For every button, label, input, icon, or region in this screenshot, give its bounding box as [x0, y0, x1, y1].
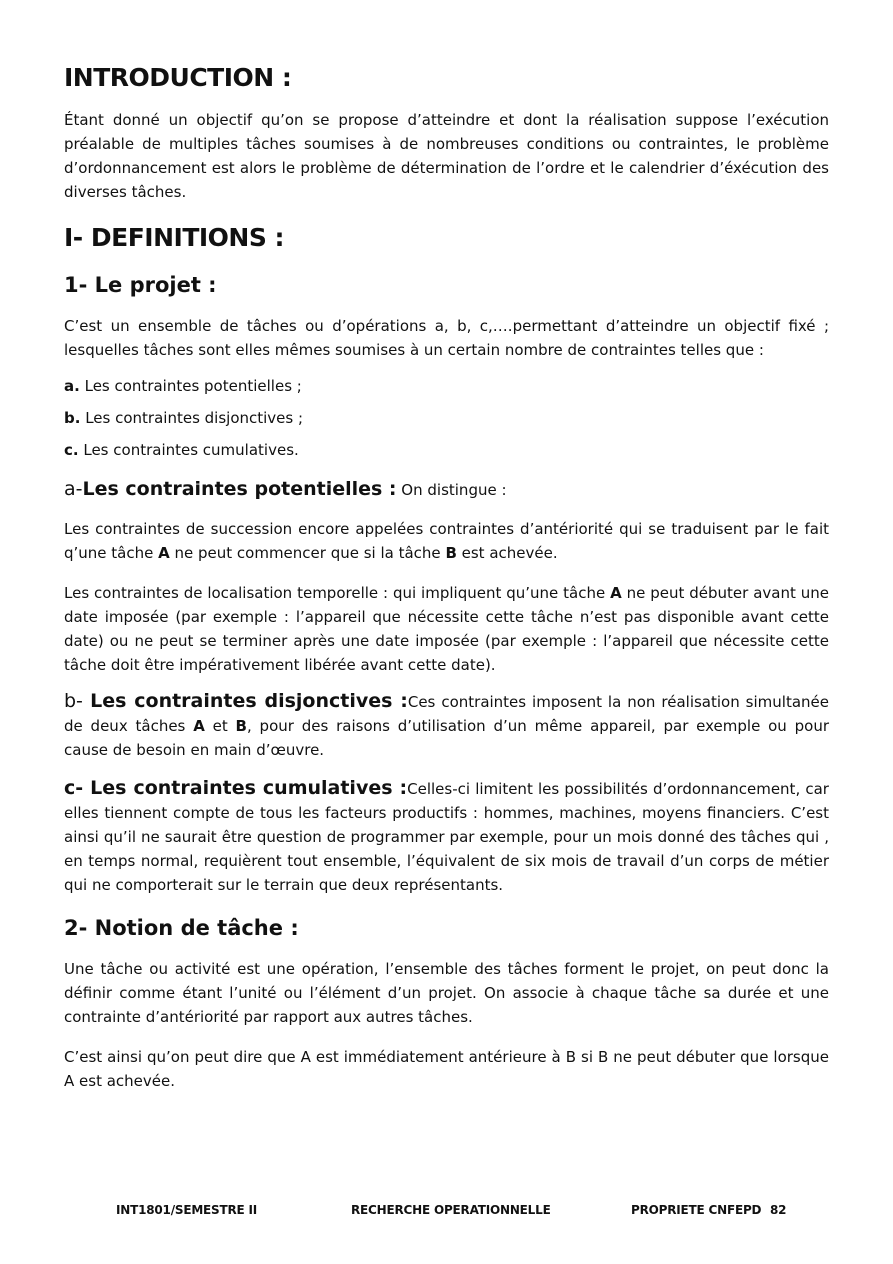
footer-course-code: INT1801/SEMESTRE II: [116, 1203, 258, 1217]
page-number: 82: [770, 1203, 787, 1217]
footer-course-title: RECHERCHE OPERATIONNELLE: [351, 1203, 551, 1217]
document-page: [64, 58, 829, 1093]
list-item: b. Les contraintes disjonctives ;: [64, 409, 304, 427]
list-item: a. Les contraintes potentielles ;: [64, 377, 302, 395]
localisation-paragraph: Les contraintes de localisation temporelle : qui impliquent qu’une tâche A ne peut débuter avant une date imposée (par exemple : l’appareil que nécessite cette tâche n’est pas disponible avant cette date) ou ne peut se terminer après une date imposée (par exemple : l’appareil que nécessite cette tâche doit être impérativement libérée avant cette date).: [64, 584, 829, 674]
definitions-heading: I- DEFINITIONS :: [64, 223, 285, 252]
intro-paragraph: Étant donné un objectif qu’on se propose d’atteindre et dont la réalisation suppose l’exécution préalable de multiples tâches soumises à de nombreuses conditions ou contraintes, le problème d’ordonnancement est alors le problème de détermination de l’ordre et le calendrier d’éxécution des diverses tâches.: [64, 111, 829, 201]
projet-paragraph: C’est un ensemble de tâches ou d’opérations a, b, c,….permettant d’atteindre un objectif fixé ; lesquelles tâches sont elles mêmes soumises à un certain nombre de contraintes telles que :: [64, 317, 829, 359]
tache-paragraph-2: C’est ainsi qu’on peut dire que A est immédiatement antérieure à B si B ne peut débuter que lorsque A est achevée.: [64, 1048, 829, 1090]
intro-heading: INTRODUCTION :: [64, 63, 292, 92]
cumulatives-paragraph: c- Les contraintes cumulatives :Celles-ci limitent les possibilités d’ordonnancement, car elles tiennent compte de tous les facteurs productifs : hommes, machines, moyens financiers. C’est ainsi qu’il ne saurait être question de programmer par exemple, pour un mois donné des tâches qui , en temps normal, requièrent tout ensemble, l’équivalent de six mois de travail d’un corps de métier qui ne comporterait sur le terrain que deux représentants.: [64, 777, 829, 894]
disjonctives-paragraph: b- Les contraintes disjonctives :Ces contraintes imposent la non réalisation simultanée de deux tâches A et B, pour des raisons d’utilisation d’un même appareil, par exemple ou pour cause de besoin en main d’œuvre.: [64, 690, 829, 759]
list-item: c. Les contraintes cumulatives.: [64, 441, 299, 459]
tache-heading: 2- Notion de tâche :: [64, 916, 299, 940]
tache-paragraph-1: Une tâche ou activité est une opération, l’ensemble des tâches forment le projet, on peut donc la définir comme étant l’unité ou l’élément d’un projet. On associe à chaque tâche sa durée et une contrainte d’antériorité par rapport aux autres tâches.: [64, 960, 829, 1026]
succession-paragraph: Les contraintes de succession encore appelées contraintes d’antériorité qui se traduisent par le fait q’une tâche A ne peut commencer que si la tâche B est achevée.: [64, 520, 829, 562]
footer-owner: PROPRIETE CNFEPD: [631, 1203, 762, 1217]
projet-heading: 1- Le projet :: [64, 273, 217, 297]
potentielles-heading-line: a-Les contraintes potentielles : On distingue :: [64, 478, 507, 500]
